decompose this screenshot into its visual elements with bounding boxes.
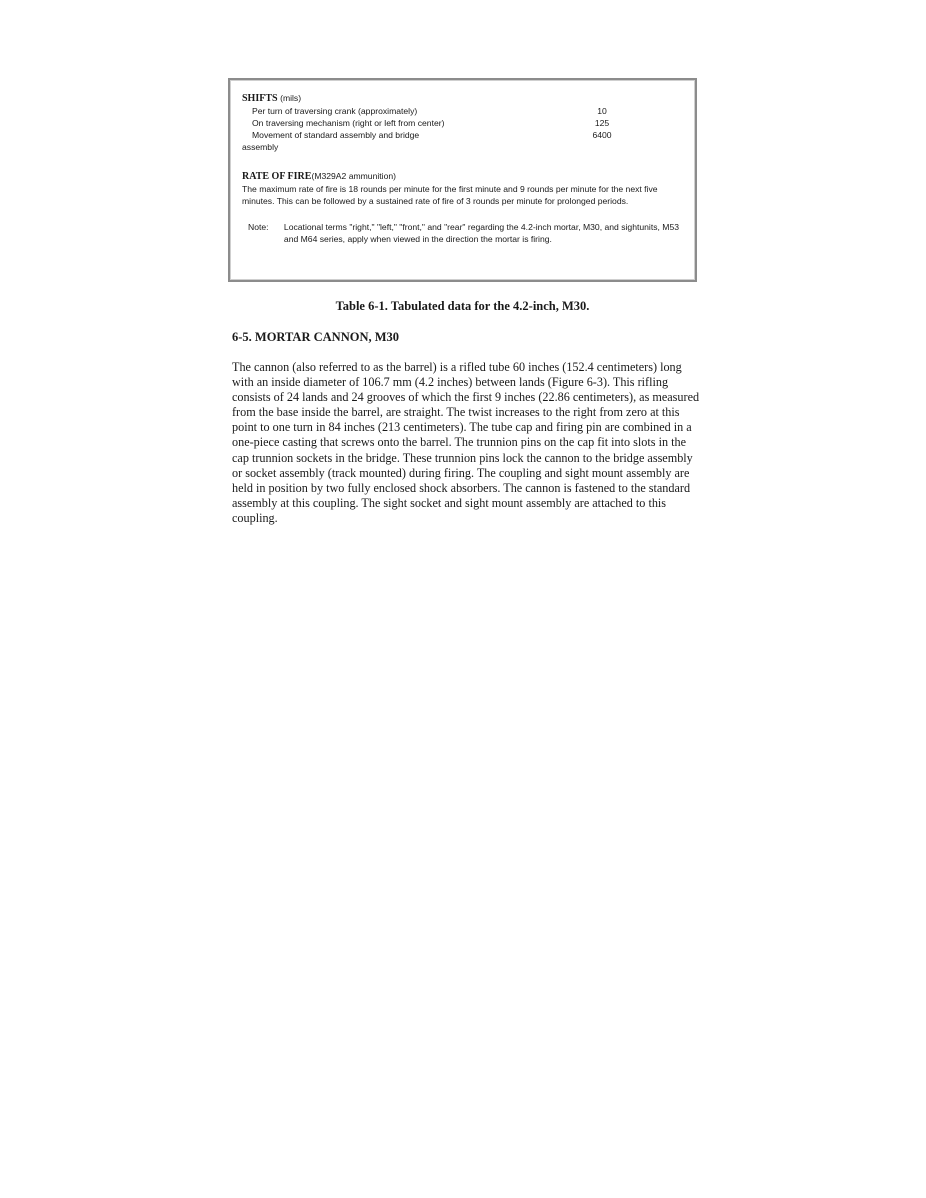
row-label: Movement of standard assembly and bridge — [252, 130, 420, 140]
row-value: 6400 — [592, 130, 612, 140]
table-row — [242, 129, 683, 141]
shifts-heading-label: SHIFTS — [242, 93, 278, 104]
table-row — [242, 105, 683, 117]
note-text: Locational terms "right," "left," "front," and "rear" regarding the 4.2-inch mortar, M30, and sightunits, M53 and M64 series, apply when viewed in the direction the mortar is firing. — [283, 222, 680, 244]
shifts-heading — [242, 92, 683, 105]
note — [242, 221, 683, 245]
row-label-continuation: assembly — [242, 142, 279, 152]
row-value: 125 — [594, 118, 610, 128]
row-label: Per turn of traversing crank (approximately) — [252, 106, 418, 116]
row-value: 10 — [597, 106, 607, 116]
rate-heading-label: RATE OF FIRE — [242, 171, 312, 182]
table-caption: Table 6-1. Tabulated data for the 4.2-inch, M30. — [335, 299, 590, 313]
section-heading: 6-5. MORTAR CANNON, M30 — [232, 330, 400, 344]
shifts-unit: (mils) — [280, 93, 302, 103]
body-paragraph: The cannon (also referred to as the barrel) is a rifled tube 60 inches (152.4 centimeters) long with an inside diameter of 106.7 mm (4.2 inches) between lands (Figure 6-3). This rifling consists of 24 lands and 24 grooves of which the first 9 inches (22.86 centimeters), as measured from the base inside the barrel, are straight. The twist increases to the right from zero at this point to one turn in 84 inches (213 centimeters). The tube cap and firing pin are combined in a one-piece casting that screws onto the barrel. The trunnion pins on the cap fit into slots in the cap trunnion sockets in the bridge. These trunnion pins lock the cannon to the bridge assembly or socket assembly (track mounted) during firing. The coupling and sight mount assembly are held in position by two fully enclosed shock absorbers. The cannon is fastened to the standard assembly at this coupling. The sight socket and sight mount assembly are attached to this coupling. — [232, 360, 700, 525]
table-row — [242, 117, 683, 129]
note-label: Note: — [248, 222, 269, 232]
rate-of-fire-text: The maximum rate of fire is 18 rounds per minute for the first minute and 9 rounds per minute for the next five minutes. This can be followed by a sustained rate of fire of 3 rounds per minute for prolonged periods. — [242, 184, 658, 206]
rate-of-fire-heading — [242, 170, 683, 183]
tabulated-data-table — [228, 78, 697, 282]
rate-unit: (M329A2 ammunition) — [311, 171, 396, 181]
row-label: On traversing mechanism (right or left from center) — [252, 118, 445, 128]
